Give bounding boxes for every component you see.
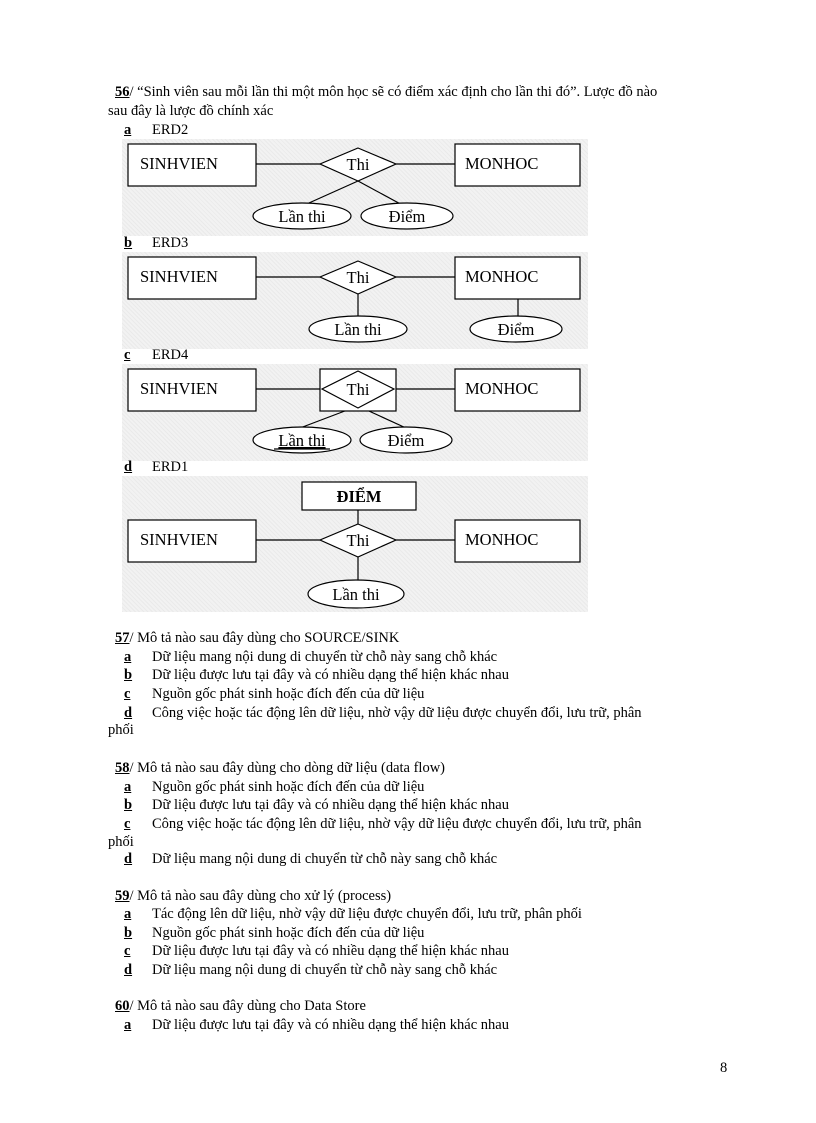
q57-number: 57 <box>115 630 130 646</box>
q59-option-a[interactable]: a Tác động lên dữ liệu, nhờ vậy dữ liệu được chuyển đổi, lưu trữ, phân phối <box>124 906 582 922</box>
q56-option-d[interactable] <box>124 459 188 476</box>
entity-monhoc-label: MONHOC <box>465 530 539 549</box>
attribute-lan-thi-label: Lần thi <box>332 585 380 604</box>
q57-option-d[interactable]: d Công việc hoặc tác động lên dữ liệu, nhờ vậy dữ liệu được chuyển đổi, lưu trữ, phân <box>124 705 642 721</box>
q56-option-a[interactable] <box>124 122 188 139</box>
q57-option-c[interactable]: c Nguồn gốc phát sinh hoặc đích đến của dữ liệu <box>124 686 425 702</box>
page-number: 8 <box>720 1060 728 1076</box>
q58-stem: 58/ Mô tả nào sau đây dùng cho dòng dữ liệu (data flow) <box>115 760 446 776</box>
entity-sinhvien-label: SINHVIEN <box>140 154 218 173</box>
q57-option-d-continuation: phối <box>108 722 134 738</box>
entity-monhoc-label: MONHOC <box>465 379 539 398</box>
attribute-lan-thi-label: Lần thi <box>278 431 326 450</box>
q57-option-a[interactable]: a Dữ liệu mang nội dung di chuyển từ chỗ này sang chỗ khác <box>124 649 498 665</box>
entity-sinhvien-label: SINHVIEN <box>140 379 218 398</box>
q59-option-c[interactable]: c Dữ liệu được lưu tại đây và có nhiều dạng thể hiện khác nhau <box>124 943 509 959</box>
entity-sinhvien-label: SINHVIEN <box>140 530 218 549</box>
entity-monhoc-label: MONHOC <box>465 267 539 286</box>
q58-number: 58 <box>115 760 130 776</box>
option-letter: b <box>124 235 133 251</box>
relationship-thi-label: Thi <box>346 531 370 550</box>
q57-option-b[interactable]: b Dữ liệu được lưu tại đây và có nhiều dạng thể hiện khác nhau <box>124 667 509 683</box>
attribute-diem-label: Điểm <box>388 207 426 226</box>
q57-stem: 57/ Mô tả nào sau đây dùng cho SOURCE/SINK <box>115 630 400 646</box>
q58-option-d[interactable]: d Dữ liệu mang nội dung di chuyển từ chỗ này sang chỗ khác <box>124 851 498 867</box>
q58-option-c-continuation: phối <box>108 834 134 850</box>
q56-number: 56 <box>115 84 130 100</box>
q56-option-b[interactable] <box>124 235 188 252</box>
attribute-lan-thi-label: Lần thi <box>334 320 382 339</box>
erd3-diagram <box>122 252 588 349</box>
option-label: ERD4 <box>152 347 189 363</box>
attribute-lan-thi-label: Lần thi <box>278 207 326 226</box>
q60-option-a[interactable]: a Dữ liệu được lưu tại đây và có nhiều dạng thể hiện khác nhau <box>124 1017 509 1033</box>
relationship-thi-label: Thi <box>346 380 370 399</box>
entity-sinhvien-label: SINHVIEN <box>140 267 218 286</box>
attribute-diem-label: Điểm <box>387 431 425 450</box>
q59-stem: 59/ Mô tả nào sau đây dùng cho xử lý (process) <box>115 888 392 904</box>
q59-number: 59 <box>115 888 130 904</box>
q58-option-b[interactable]: b Dữ liệu được lưu tại đây và có nhiều dạng thể hiện khác nhau <box>124 797 509 813</box>
relationship-thi-label: Thi <box>346 268 370 287</box>
option-label: ERD1 <box>152 459 189 475</box>
q56-stem-line2: sau đây là lược đồ chính xác <box>108 103 274 119</box>
attribute-diem-label: Điểm <box>497 320 535 339</box>
erd4-diagram <box>122 364 588 461</box>
q56-stem-line1: 56/ “Sinh viên sau mỗi lần thi một môn học sẽ có điểm xác định cho lần thi đó”. Lược đồ nào <box>115 84 658 100</box>
relationship-thi-label: Thi <box>346 155 370 174</box>
option-letter: d <box>124 459 133 475</box>
option-label: ERD2 <box>152 122 189 138</box>
erd1-diagram <box>122 476 588 612</box>
entity-diem-label: ĐIỂM <box>336 487 382 506</box>
q58-option-c[interactable]: c Công việc hoặc tác động lên dữ liệu, nhờ vậy dữ liệu được chuyển đổi, lưu trữ, phân <box>124 816 642 832</box>
q59-option-d[interactable]: d Dữ liệu mang nội dung di chuyển từ chỗ này sang chỗ khác <box>124 962 498 978</box>
q59-option-b[interactable]: b Nguồn gốc phát sinh hoặc đích đến của dữ liệu <box>124 925 425 941</box>
q60-number: 60 <box>115 998 130 1014</box>
option-letter: c <box>124 347 131 363</box>
erd2-diagram <box>122 139 588 236</box>
entity-monhoc-label: MONHOC <box>465 154 539 173</box>
option-label: ERD3 <box>152 235 189 251</box>
q58-option-a[interactable]: a Nguồn gốc phát sinh hoặc đích đến của dữ liệu <box>124 779 425 795</box>
q56-option-c[interactable] <box>124 347 188 364</box>
q60-stem: 60/ Mô tả nào sau đây dùng cho Data Store <box>115 998 366 1014</box>
option-letter: a <box>124 122 132 138</box>
